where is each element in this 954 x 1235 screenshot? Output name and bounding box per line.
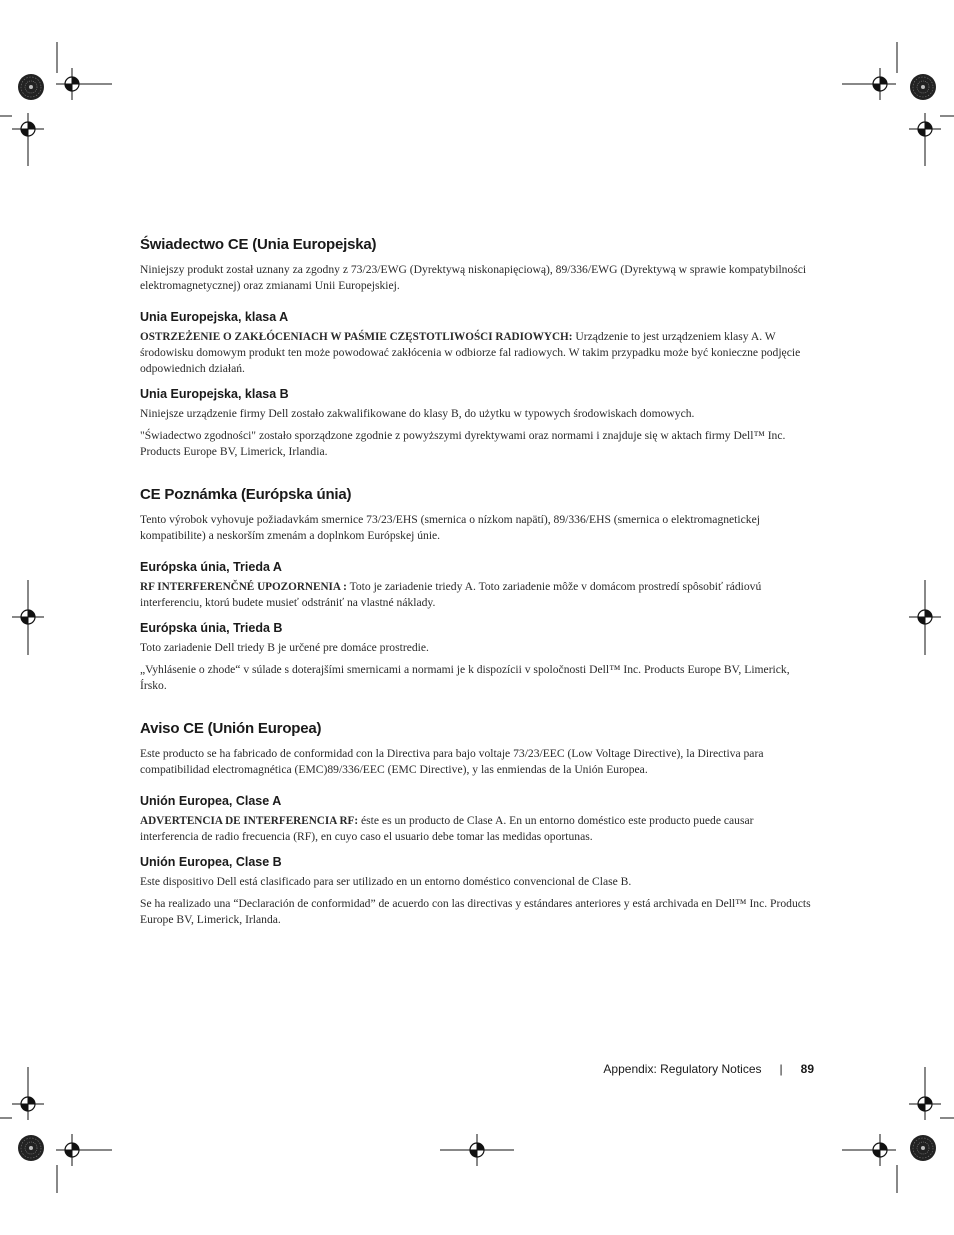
section-title: CE Poznámka (Európska únia): [140, 486, 352, 503]
class-b-paragraph-2: Se ha realizado una “Declaración de conformidad” de acuerdo con las directivas y estándares anteriores y está archivada en Dell™ Inc. Products Europe BV, Limerick, Irlanda.: [140, 897, 811, 926]
section-title: Świadectwo CE (Unia Europejska): [140, 236, 377, 253]
class-a-paragraph: [140, 813, 814, 845]
class-b-paragraph-1: Toto zariadenie Dell triedy B je určené pre domáce prostredie.: [140, 641, 429, 654]
class-a-warning-lead: OSTRZEŻENIE O ZAKŁÓCENIACH W PAŚMIE CZĘSTOTLIWOŚCI RADIOWYCH:: [140, 331, 573, 343]
class-a-paragraph: [140, 579, 814, 611]
page-content: [140, 236, 814, 934]
class-a-paragraph: [140, 329, 814, 377]
page-footer: [603, 1062, 814, 1076]
class-a-text: Urządzenie to jest urządzeniem klasy A. W środowisku domowym produkt ten może powodować zakłócenia w odbiorze fal radiowych. W takim przypadku może być konieczne podjęcie odpowiednich działań.: [140, 330, 801, 375]
section-ce-notice-polish: [140, 236, 814, 460]
class-b-paragraph-1: Niniejsze urządzenie firmy Dell zostało zakwalifikowane do klasy B, do użytku w typowych środowiskach domowych.: [140, 407, 695, 420]
class-a-warning-lead: ADVERTENCIA DE INTERFERENCIA RF:: [140, 815, 359, 827]
footer-section-label: Appendix: Regulatory Notices: [603, 1062, 762, 1076]
page-number: 89: [800, 1062, 814, 1076]
class-a-heading: Unión Europea, Clase A: [140, 794, 282, 808]
section-intro: Niniejszy produkt został uznany za zgodny z 73/23/EWG (Dyrektywą niskonapięciową), 89/336/EWG (Dyrektywą w sprawie kompatybilności elektromagnetycznej) oraz zmianami Unii Europejskiej.: [140, 263, 807, 292]
class-b-paragraph-1: Este dispositivo Dell está clasificado para ser utilizado en un entorno doméstico convencional de Clase B.: [140, 875, 632, 888]
class-a-warning-lead: RF INTERFERENČNÉ UPOZORNENIA :: [140, 581, 347, 593]
section-ce-notice-spanish: [140, 720, 814, 928]
section-ce-notice-slovak: [140, 486, 814, 694]
section-intro: Tento výrobok vyhovuje požiadavkám smernice 73/23/EHS (smernica o nízkom napätí), 89/336/EHS (smernica o elektromagnetickej kompatibilite) a neskorším zmenám a doplnkom Európskej únie.: [140, 513, 760, 542]
section-title: Aviso CE (Unión Europea): [140, 720, 322, 737]
class-a-text: Toto je zariadenie triedy A. Toto zariadenie môže v domácom prostredí spôsobiť rádiovú interferenciu, ktorú budete musieť odstrániť na vlastné náklady.: [140, 580, 762, 609]
class-a-heading: Unia Europejska, klasa A: [140, 310, 289, 324]
class-a-heading: Európska únia, Trieda A: [140, 560, 282, 574]
section-intro: Este producto se ha fabricado de conformidad con la Directiva para bajo voltaje 73/23/EEC (Low Voltage Directive), la Directiva para compatibilidad electromagnética (EMC)89/336/EEC (EMC Directive), y las enmiendas de la Unión Europea.: [140, 747, 764, 776]
class-b-heading: Európska únia, Trieda B: [140, 621, 283, 635]
footer-separator: |: [779, 1062, 783, 1076]
class-b-paragraph-2: "Świadectwo zgodności" zostało sporządzone zgodnie z powyższymi dyrektywami oraz normami i znajduje się w aktach firmy Dell™ Inc. Products Europe BV, Limerick, Irlandia.: [140, 429, 786, 458]
class-a-text: éste es un producto de Clase A. En un entorno doméstico este producto puede causar interferencia de radio frecuencia (RF), en cuyo caso el usuario debe tomar las medidas oportunas.: [140, 814, 754, 843]
class-b-heading: Unia Europejska, klasa B: [140, 387, 289, 401]
class-b-paragraph-2: „Vyhlásenie o zhode“ v súlade s doterajšími smernicami a normami je k dispozícii v spoločnosti Dell™ Inc. Products Europe BV, Limerick, Írsko.: [140, 663, 790, 692]
class-b-heading: Unión Europea, Clase B: [140, 855, 282, 869]
